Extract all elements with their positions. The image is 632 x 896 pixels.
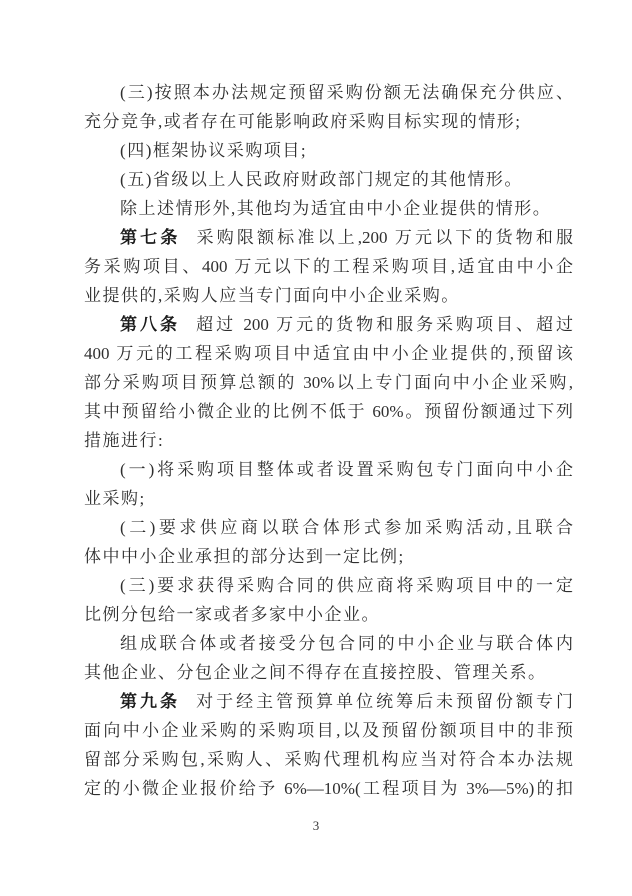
text-line: (五)省级以上人民政府财政部门规定的其他情形。	[120, 170, 523, 189]
text-line: 除上述情形外,其他均为适宜由中小企业提供的情形。	[120, 199, 552, 218]
text-line: 部分采购项目预算总额的 30%以上专门面向中小企业采购,	[84, 373, 573, 392]
text-line: 400 万元的工程采购项目中适宜由中小企业提供的,预留该	[84, 344, 573, 363]
text-line: 务采购项目、400 万元以下的工程采购项目,适宜由中小企	[84, 257, 573, 276]
text-line: 措施进行:	[84, 431, 165, 450]
text-line: 业提供的,采购人应当专门面向中小企业采购。	[84, 286, 460, 305]
text-line: 定的小微企业报价给予 6%—10%(工程项目为 3%—5%)的扣	[84, 779, 573, 798]
article-number: 第八条	[120, 315, 181, 334]
text-line: 比例分包给一家或者多家中小企业。	[84, 605, 380, 624]
text-line: (三)按照本办法规定预留采购份额无法确保充分供应、	[120, 83, 573, 102]
text-line: (三)要求获得采购合同的供应商将采购项目中的一定	[120, 576, 573, 595]
article-number: 第九条	[120, 692, 181, 711]
text-line: 其中预留给小微企业的比例不低于 60%。预留份额通过下列	[84, 402, 573, 421]
text-line: 体中中小企业承担的部分达到一定比例;	[84, 547, 405, 566]
document-lines	[84, 78, 573, 803]
text-line: 面向中小企业采购的采购项目,以及预留份额项目中的非预	[84, 721, 573, 740]
text-line: 第八条 超过 200 万元的货物和服务采购项目、超过	[120, 315, 573, 334]
article-number: 第七条	[120, 228, 181, 247]
text-line: (二)要求供应商以联合体形式参加采购活动,且联合	[120, 518, 573, 537]
text-line: (一)将采购项目整体或者设置采购包专门面向中小企	[120, 460, 573, 479]
text-line: 第九条 对于经主管预算单位统筹后未预留份额专门	[120, 692, 573, 711]
text-line: 留部分采购包,采购人、采购代理机构应当对符合本办法规	[84, 750, 573, 769]
text-line: (四)框架协议采购项目;	[120, 141, 308, 160]
page-number: 3	[312, 818, 320, 833]
text-line: 业采购;	[84, 489, 146, 508]
text-line: 充分竞争,或者存在可能影响政府采购目标实现的情形;	[84, 112, 522, 131]
text-line: 组成联合体或者接受分包合同的中小企业与联合体内	[120, 634, 573, 653]
text-line: 第七条 采购限额标准以上,200 万元以下的货物和服	[120, 228, 573, 247]
text-line: 其他企业、分包企业之间不得存在直接控股、管理关系。	[84, 663, 547, 682]
